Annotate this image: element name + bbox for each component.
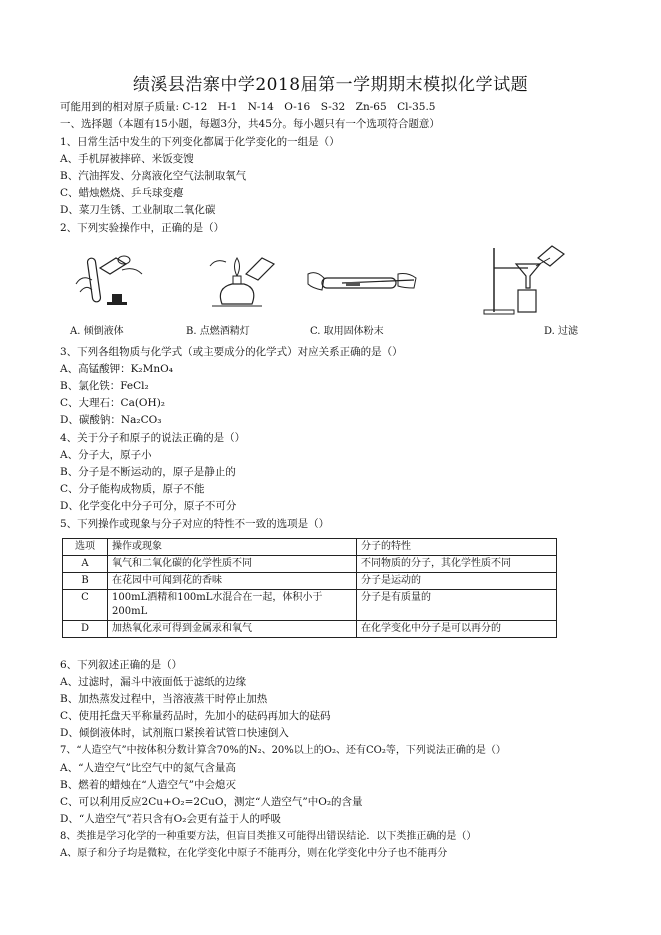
table-header-row <box>63 539 557 556</box>
section-heading: 一、选择题（本题有15小题，每题3分，共45分。每小题只有一个选项符合题意） <box>60 118 440 130</box>
figure-filtration <box>462 244 602 336</box>
table-cell: A <box>63 556 108 573</box>
table-cell: 在花园中可闻到花的香味 <box>108 573 357 590</box>
table-header: 分子的特性 <box>357 539 557 556</box>
table-row <box>63 590 557 621</box>
table-header: 操作或现象 <box>108 539 357 556</box>
q3-option-a: A、高锰酸钾：K₂MnO₄ <box>60 363 173 375</box>
q7-option-b: B、燃着的蜡烛在“人造空气”中会熄灭 <box>60 779 236 791</box>
figure-caption-d: D. 过滤 <box>544 326 579 337</box>
q4-option-c: C、分子能构成物质，原子不能 <box>60 483 205 495</box>
q7-option-c: C、可以利用反应2Cu+O₂=2CuO，测定“人造空气”中O₂的含量 <box>60 796 363 808</box>
table-row <box>63 556 557 573</box>
test-tube-powder-icon <box>302 244 432 320</box>
q1-option-b: B、汽油挥发、分离液化空气法制取氧气 <box>60 170 247 182</box>
figure-solid-powder <box>302 244 442 336</box>
figure-caption-b: B. 点燃酒精灯 <box>186 326 250 337</box>
q7-option-d: D、“人造空气”若只含有O₂会更有益于人的呼吸 <box>60 813 281 825</box>
q6-stem: 6、下列叙述正确的是（） <box>60 659 183 671</box>
q7-stem: 7、“人造空气”中按体积分数计算含70%的N₂、20%以上的O₂、还有CO₂等，下列说法正确的是（） <box>60 745 506 756</box>
q4-option-d: D、化学变化中分子可分，原子不可分 <box>60 500 237 512</box>
table-cell: 分子是有质量的 <box>357 590 557 621</box>
alcohol-lamp-icon <box>182 244 292 320</box>
table-header: 选项 <box>63 539 108 556</box>
table-cell: 100mL酒精和100mL水混合在一起，体积小于200mL <box>108 590 357 621</box>
table-cell: 在化学变化中分子是可以再分的 <box>357 621 557 638</box>
figure-alcohol-lamp <box>182 244 302 336</box>
q1-stem: 1、日常生活中发生的下列变化都属于化学变化的一组是（） <box>60 136 340 148</box>
q3-option-b: B、氯化铁：FeCl₂ <box>60 380 149 392</box>
table-row <box>63 573 557 590</box>
q3-option-c: C、大理石：Ca(OH)₂ <box>60 397 165 409</box>
figure-caption-a: A. 倾倒液体 <box>70 326 124 337</box>
atomic-mass-line: 可能用到的相对原子质量: C-12 H-1 N-14 O-16 S-32 Zn-65 Cl-35.5 <box>60 101 436 113</box>
q1-option-d: D、菜刀生锈、工业制取二氧化碳 <box>60 204 216 216</box>
figure-caption-c: C. 取用固体粉末 <box>310 326 384 337</box>
q1-option-c: C、蜡烛燃烧、乒乓球变瘪 <box>60 187 184 199</box>
table-cell: 分子是运动的 <box>357 573 557 590</box>
q4-stem: 4、关于分子和原子的说法正确的是（） <box>60 432 246 444</box>
q6-option-b: B、加热蒸发过程中，当溶液蒸干时停止加热 <box>60 693 268 705</box>
q8-stem: 8、类推是学习化学的一种重要方法，但盲目类推又可能得出错误结论．以下类推正确的是（） <box>60 831 477 842</box>
table-cell: 不同物质的分子，其化学性质不同 <box>357 556 557 573</box>
q8-option-a: A、原子和分子均是微粒，在化学变化中原子不能再分，则在化学变化中分子也不能再分 <box>60 848 448 859</box>
q4-option-a: A、分子大，原子小 <box>60 449 152 461</box>
filtration-icon <box>462 244 592 320</box>
q2-figures <box>62 244 602 336</box>
q6-option-a: A、过滤时，漏斗中液面低于滤纸的边缘 <box>60 676 247 688</box>
q1-option-a: A、手机屏被摔碎、米饭变馊 <box>60 153 194 165</box>
q3-option-d: D、碳酸钠：Na₂CO₃ <box>60 414 162 426</box>
table-cell: D <box>63 621 108 638</box>
table-cell: C <box>63 590 108 621</box>
q7-option-a: A、“人造空气”比空气中的氮气含量高 <box>60 762 236 774</box>
q5-table <box>62 538 557 638</box>
table-cell: B <box>63 573 108 590</box>
figure-pour-liquid <box>62 244 182 336</box>
page-title: 绩溪县浩寨中学2018届第一学期期末模拟化学试题 <box>132 75 529 95</box>
q6-option-d: D、倾倒液体时，试剂瓶口紧挨着试管口快速倒入 <box>60 727 289 739</box>
q6-option-c: C、使用托盘天平称量药品时，先加小的砝码再加大的砝码 <box>60 710 331 722</box>
table-row <box>63 621 557 638</box>
table-cell: 氧气和二氧化碳的化学性质不同 <box>108 556 357 573</box>
q5-stem: 5、下列操作或现象与分子对应的特性不一致的选项是（） <box>60 518 330 530</box>
q2-stem: 2、下列实验操作中，正确的是（） <box>60 222 225 234</box>
pour-liquid-icon <box>62 244 172 320</box>
q3-stem: 3、下列各组物质与化学式（或主要成分的化学式）对应关系正确的是（） <box>60 346 403 358</box>
table-cell: 加热氧化汞可得到金属汞和氧气 <box>108 621 357 638</box>
q4-option-b: B、分子是不断运动的，原子是静止的 <box>60 466 236 478</box>
